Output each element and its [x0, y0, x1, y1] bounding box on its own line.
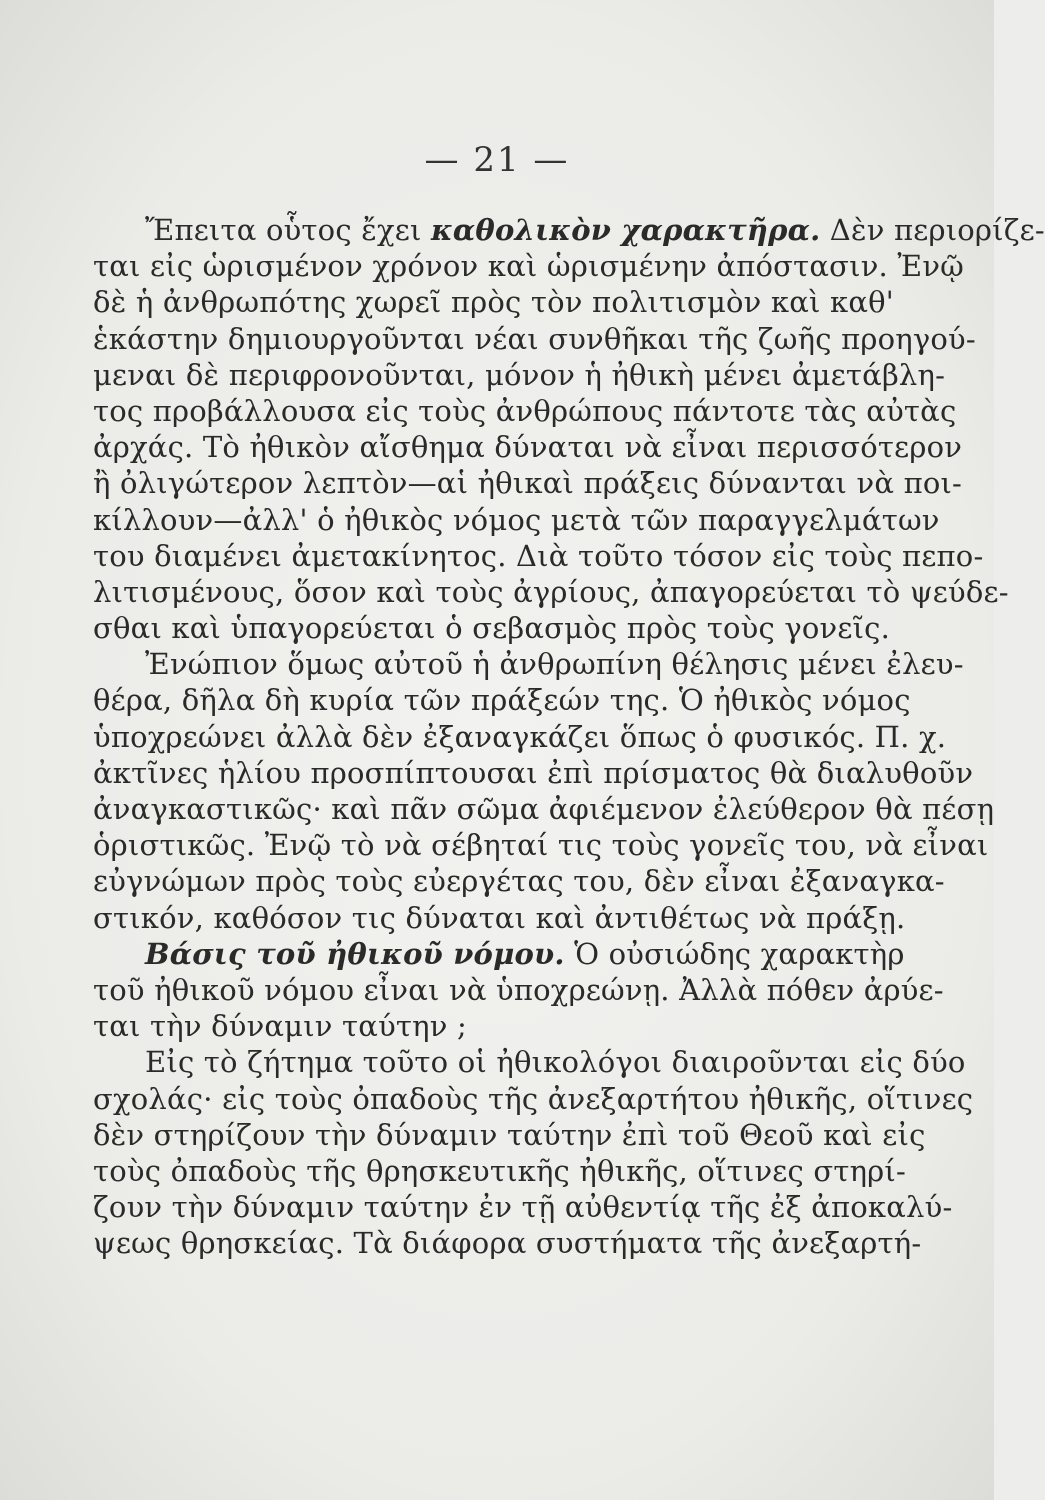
body-text [93, 212, 1045, 1261]
text-line: ται τὴν δύναμιν ταύτην ; [93, 1009, 467, 1044]
text-line: θέρα, δῆλα δὴ κυρία τῶν πράξεών της. Ὁ ἠθικὸς νόμος [93, 683, 911, 718]
text-line: μεναι δὲ περιφρονοῦνται, μόνον ἡ ἠθικὴ μένει ἀμετάβλη- [93, 357, 946, 392]
text-line: ὑποχρεώνει ἀλλὰ δὲν ἐξαναγκάζει ὅπως ὁ φυσικός. Π. χ. [93, 719, 947, 754]
emphasis-text: καθολικὸν χαρακτῆρα. [430, 213, 821, 247]
text-line: ψεως θρησκείας. Τὰ διάφορα συστήματα τῆς ἀνεξαρτή- [93, 1226, 922, 1261]
text-line: ζουν τὴν δύναμιν ταύτην ἐν τῇ αὐθεντίᾳ τῆς ἐξ ἀποκαλύ- [93, 1190, 953, 1225]
text-line: σχολάς· εἰς τοὺς ὀπαδοὺς τῆς ἀνεξαρτήτου ἠθικῆς, οἵτινες [93, 1081, 974, 1116]
text-line: κίλλουν—ἀλλ' ὁ ἠθικὸς νόμος μετὰ τῶν παραγγελμάτων [93, 502, 940, 537]
text-line: ὁριστικῶς. Ἐνῷ τὸ νὰ σέβηταί τις τοὺς γονεῖς του, νὰ εἶναι [93, 828, 989, 863]
text-line: τοὺς ὀπαδοὺς τῆς θρησκευτικῆς ἠθικῆς, οἵτινες στηρί- [93, 1153, 906, 1188]
text-line: Ἔπειτα οὗτος ἔχει καθολικὸν χαρακτῆρα. Δὲν περιορίζε- [145, 213, 1045, 247]
text-line: σθαι καὶ ὑπαγορεύεται ὁ σεβασμὸς πρὸς τοὺς γονεῖς. [93, 611, 891, 646]
text-line: ἑκάστην δημιουργοῦνται νέαι συνθῆκαι τῆς ζωῆς προηγού- [93, 321, 976, 356]
text-line: δὲν στηρίζουν τὴν δύναμιν ταύτην ἐπὶ τοῦ Θεοῦ καὶ εἰς [93, 1117, 926, 1152]
text-line: ἀρχάς. Τὸ ἠθικὸν αἴσθημα δύναται νὰ εἶναι περισσότερον [93, 430, 963, 465]
page-number: — 21 — [424, 140, 570, 180]
text-line: λιτισμένους, ὅσον καὶ τοὺς ἀγρίους, ἀπαγορεύεται τὸ ψεύδε- [93, 574, 1009, 609]
text-line: εὐγνώμων πρὸς τοὺς εὐεργέτας του, δὲν εἶναι ἐξαναγκα- [93, 864, 945, 899]
text-line: ἀκτῖνες ἡλίου προσπίπτουσαι ἐπὶ πρίσματος θὰ διαλυθοῦν [93, 755, 974, 790]
text-line: τος προβάλλουσα εἰς τοὺς ἀνθρώπους πάντοτε τὰς αὐτὰς [93, 393, 957, 428]
section-heading: Βάσις τοῦ ἠθικοῦ νόμου. [145, 936, 565, 971]
text-line: δὲ ἡ ἀνθρωπότης χωρεῖ πρὸς τὸν πολιτισμὸν καὶ καθ' [93, 285, 894, 320]
text-line: τοῦ ἠθικοῦ νόμου εἶναι νὰ ὑποχρεώνῃ. Ἀλλὰ πόθεν ἀρύε- [93, 972, 944, 1007]
text-line: του διαμένει ἀμετακίνητος. Διὰ τοῦτο τόσον εἰς τοὺς πεπο- [93, 538, 984, 573]
text-line: Βάσις τοῦ ἠθικοῦ νόμου. Ὁ οὐσιώδης χαρακτὴρ [145, 936, 905, 971]
text-line: στικόν, καθόσον τις δύναται καὶ ἀντιθέτως νὰ πράξῃ. [93, 900, 906, 935]
text-line: ται εἰς ὡρισμένον χρόνον καὶ ὡρισμένην ἀπόστασιν. Ἐνῷ [93, 249, 965, 284]
text-line: ἀναγκαστικῶς· καὶ πᾶν σῶμα ἀφιέμενον ἐλεύθερον θὰ πέσῃ [93, 792, 995, 826]
text-line: Εἰς τὸ ζήτημα τοῦτο οἱ ἠθικολόγοι διαιροῦνται εἰς δύο [145, 1045, 966, 1080]
text-line: Ἐνώπιον ὅμως αὐτοῦ ἡ ἀνθρωπίνη θέλησις μένει ἐλευ- [145, 647, 964, 682]
text-line: ἢ ὀλιγώτερον λεπτὸν—αἱ ἠθικαὶ πράξεις δύνανται νὰ ποι- [93, 466, 963, 501]
